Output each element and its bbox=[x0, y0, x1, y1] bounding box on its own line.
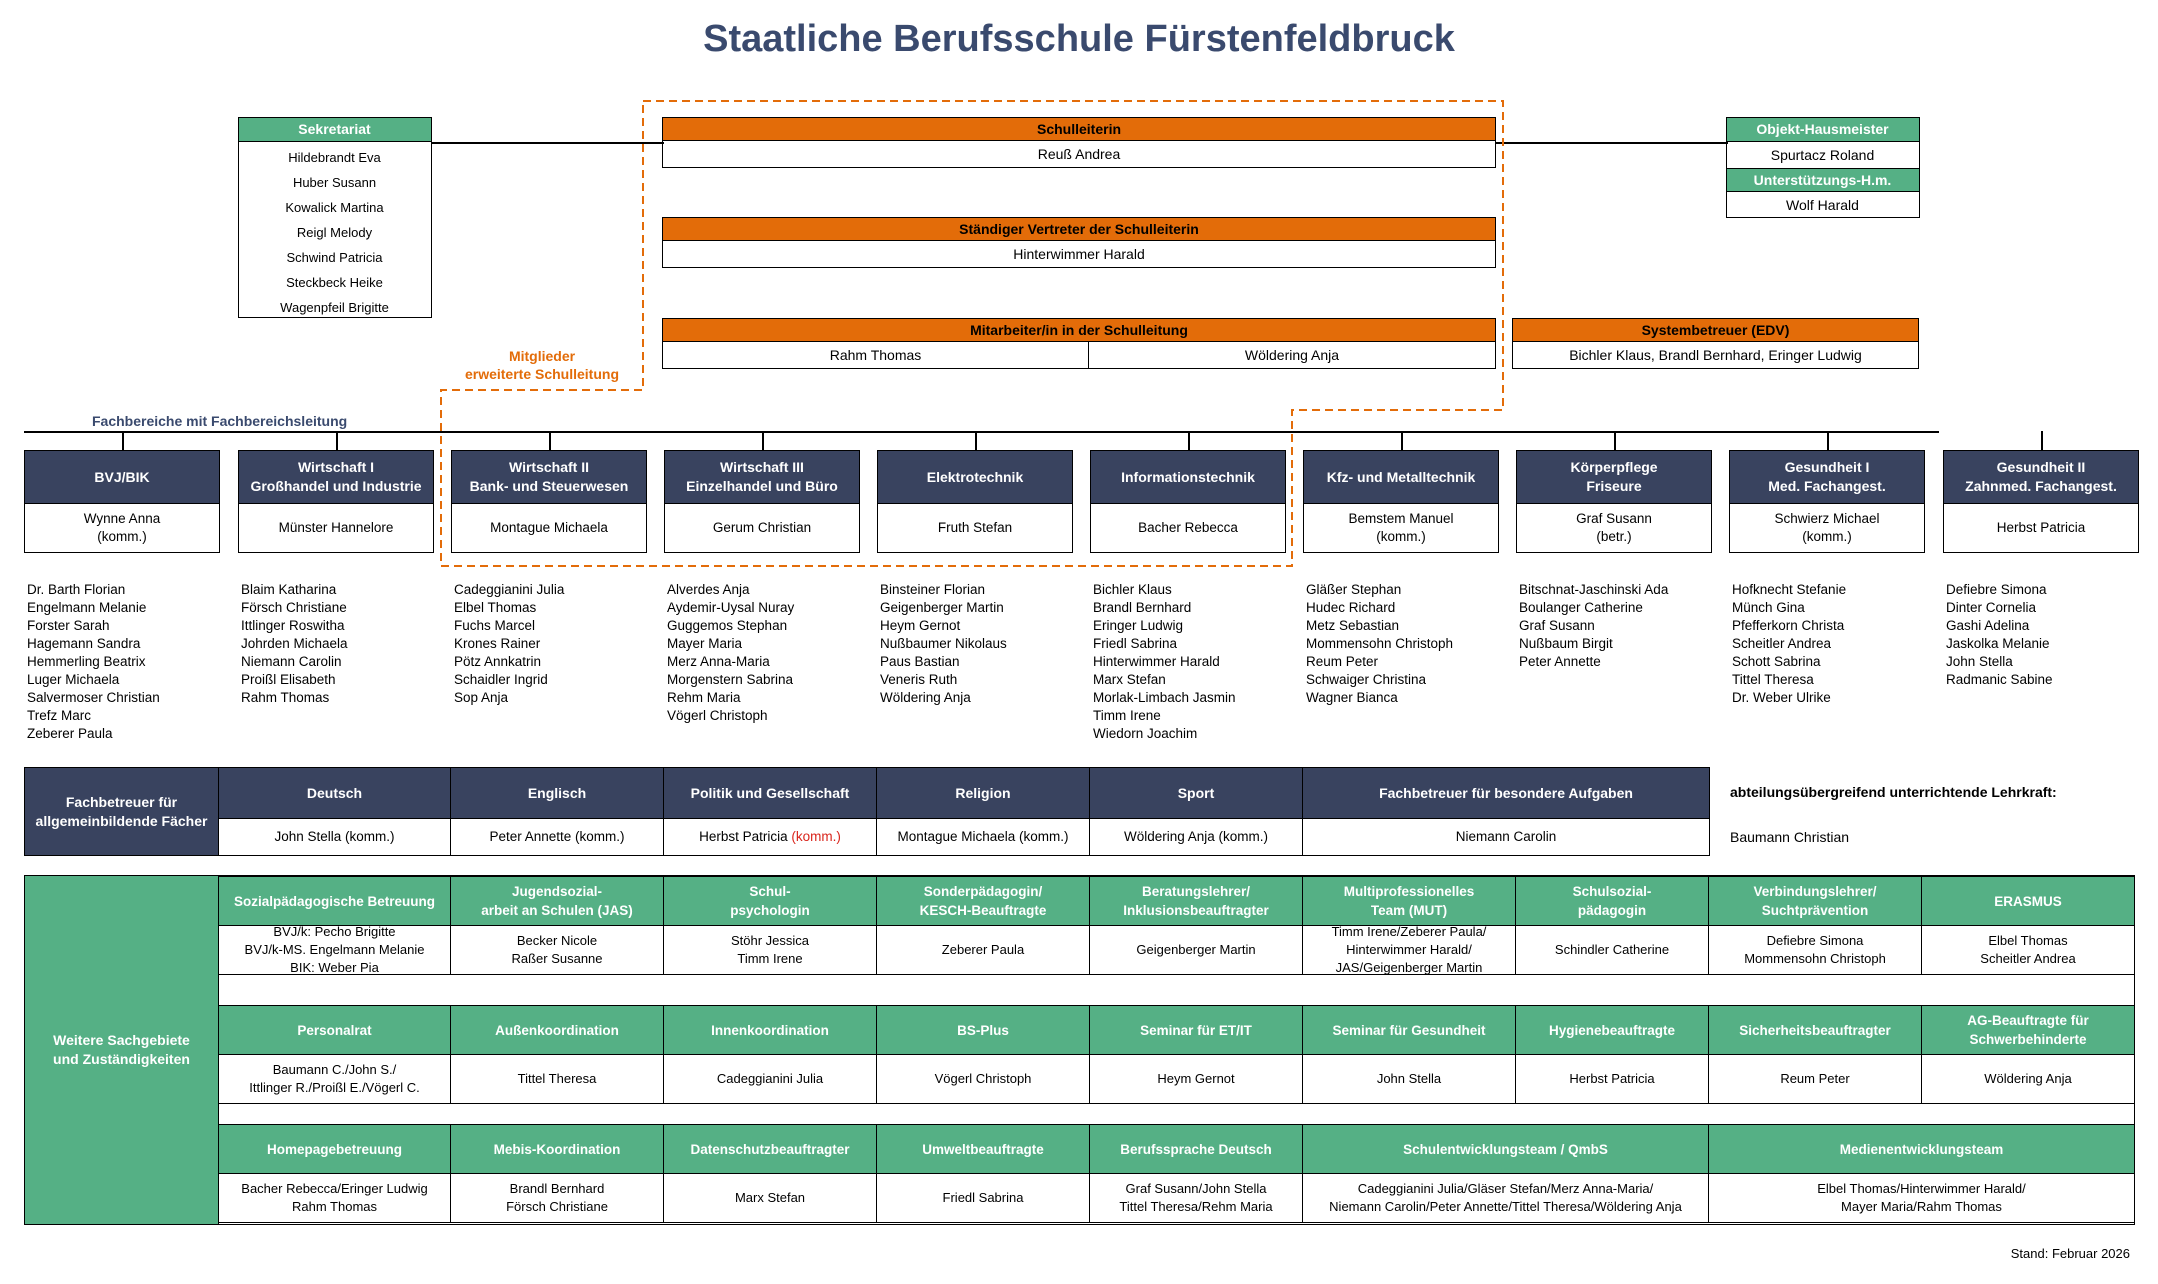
weitere-value: John Stella bbox=[1302, 1054, 1516, 1104]
fachbereich-member: Veneris Ruth bbox=[880, 672, 958, 687]
fachbereich-member: Friedl Sabrina bbox=[1093, 636, 1178, 651]
fachbereich-member: Marx Stefan bbox=[1093, 672, 1166, 687]
fachbereich-member: Guggemos Stephan bbox=[667, 618, 788, 633]
fachbereich-member: Bitschnat-Jaschinski Ada bbox=[1519, 582, 1669, 597]
fachbereich-member: Graf Susann bbox=[1519, 618, 1595, 633]
systembetreuer-name: Bichler Klaus, Brandl Bernhard, Eringer Ludwig bbox=[1512, 341, 1919, 369]
fachbetreuer-name-text: Peter Annette (komm.) bbox=[489, 829, 625, 844]
weitere-value: BVJ/k: Pecho Brigitte BVJ/k-MS. Engelmann Melanie BIK: Weber Pia bbox=[218, 925, 451, 975]
weitere-header: Hygienebeauftragte bbox=[1515, 1005, 1709, 1055]
weitere-value: Baumann C./John S./ Ittlinger R./Proißl E./Vögerl C. bbox=[218, 1054, 451, 1104]
fachbereich-header: Wirtschaft I Großhandel und Industrie bbox=[238, 450, 434, 504]
sekretariat-name: Huber Susann bbox=[292, 175, 377, 190]
fachbereich-member: Johrden Michaela bbox=[241, 636, 348, 651]
fachbereich-member: Forster Sarah bbox=[27, 618, 110, 633]
mitarbeiter-header: Mitarbeiter/in in der Schulleitung bbox=[662, 318, 1496, 342]
fachbereich-header: Wirtschaft III Einzelhandel und Büro bbox=[664, 450, 860, 504]
weitere-value: Elbel Thomas/Hinterwimmer Harald/ Mayer Maria/Rahm Thomas bbox=[1708, 1173, 2135, 1223]
fachbetreuer-name bbox=[663, 818, 877, 856]
fachbetreuer-header: Religion bbox=[876, 767, 1090, 819]
fachbereich-member: Alverdes Anja bbox=[667, 582, 750, 597]
weitere-value: Reum Peter bbox=[1708, 1054, 1922, 1104]
fachbereich-tick bbox=[2041, 431, 2043, 451]
fachbereich-member: Blaim Katharina bbox=[241, 582, 337, 597]
fachbereich-member: Vögerl Christoph bbox=[667, 708, 768, 723]
fachbereich-member: Elbel Thomas bbox=[454, 600, 537, 615]
fachbereich-member: Schott Sabrina bbox=[1732, 654, 1821, 669]
sekretariat-name: Reigl Melody bbox=[296, 225, 373, 240]
weitere-header: Sonderpädagogin/ KESCH-Beauftragte bbox=[876, 876, 1090, 926]
fachbereich-members bbox=[1093, 581, 1303, 743]
fachbereich-lead: Montague Michaela bbox=[451, 503, 647, 553]
fachbereich-member: Hemmerling Beatrix bbox=[27, 654, 146, 669]
fachbereich-header: Wirtschaft II Bank- und Steuerwesen bbox=[451, 450, 647, 504]
fachbereich-member: Tittel Theresa bbox=[1732, 672, 1814, 687]
hausmeister-header: Objekt-Hausmeister bbox=[1726, 117, 1920, 142]
fachbereich-lead: Herbst Patricia bbox=[1943, 503, 2139, 553]
weitere-value: Defiebre Simona Mommensohn Christoph bbox=[1708, 925, 1922, 975]
fachbereich-member: Hagemann Sandra bbox=[27, 636, 141, 651]
weitere-value: Bacher Rebecca/Eringer Ludwig Rahm Thomas bbox=[218, 1173, 451, 1223]
fachbereich-member: Scheitler Andrea bbox=[1732, 636, 1832, 651]
fachbetreuer-name bbox=[218, 818, 451, 856]
fachbetreuer-name-text: Herbst Patricia bbox=[699, 829, 792, 844]
fachbetreuer-name bbox=[1089, 818, 1303, 856]
fachbereich-member: Fuchs Marcel bbox=[454, 618, 536, 633]
fachbereich-member: Gashi Adelina bbox=[1946, 618, 2030, 633]
fachbereich-member: Schaidler Ingrid bbox=[454, 672, 548, 687]
fachbereich-member: Wöldering Anja bbox=[880, 690, 971, 705]
fachbereich-member: Trefz Marc bbox=[27, 708, 91, 723]
fachbereich-member: Hofknecht Stefanie bbox=[1732, 582, 1847, 597]
fachbereich-member: John Stella bbox=[1946, 654, 2013, 669]
fachbereich-member: Wiedorn Joachim bbox=[1093, 726, 1198, 741]
fachbereich-member: Hudec Richard bbox=[1306, 600, 1396, 615]
weitere-value: Cadeggianini Julia bbox=[663, 1054, 877, 1104]
connector-line bbox=[1495, 142, 1728, 144]
weitere-header: Verbindungslehrer/ Suchtprävention bbox=[1708, 876, 1922, 926]
fachbereich-member: Pfefferkorn Christa bbox=[1732, 618, 1845, 633]
fachbereich-member: Försch Christiane bbox=[241, 600, 347, 615]
weitere-header: Schulentwicklungsteam / QmbS bbox=[1302, 1124, 1709, 1174]
weitere-value: Tittel Theresa bbox=[450, 1054, 664, 1104]
fachbereich-member: Morgenstern Sabrina bbox=[667, 672, 794, 687]
weitere-header: Homepagebetreuung bbox=[218, 1124, 451, 1174]
fachbereich-member: Heym Gernot bbox=[880, 618, 961, 633]
fachbereich-lead: Wynne Anna (komm.) bbox=[24, 503, 220, 553]
weitere-value: Brandl Bernhard Försch Christiane bbox=[450, 1173, 664, 1223]
fachbereich-lead: Gerum Christian bbox=[664, 503, 860, 553]
vertreter-header: Ständiger Vertreter der Schulleiterin bbox=[662, 217, 1496, 241]
weitere-value: Timm Irene/Zeberer Paula/ Hinterwimmer Harald/ JAS/Geigenberger Martin bbox=[1302, 925, 1516, 975]
weitere-header: Schul- psychologin bbox=[663, 876, 877, 926]
fachbereich-lead: Graf Susann (betr.) bbox=[1516, 503, 1712, 553]
weitere-header: BS-Plus bbox=[876, 1005, 1090, 1055]
sekretariat-name: Schwind Patricia bbox=[286, 250, 383, 265]
fachbetreuer-name-text: John Stella (komm.) bbox=[274, 829, 395, 844]
fachbereich-member: Nußbaum Birgit bbox=[1519, 636, 1613, 651]
fachbetreuer-name bbox=[1302, 818, 1710, 856]
weitere-value: Geigenberger Martin bbox=[1089, 925, 1303, 975]
fachbetreuer-label: Fachbetreuer für allgemeinbildende Fächer bbox=[24, 767, 219, 856]
fachbereich-member: Dinter Cornelia bbox=[1946, 600, 2037, 615]
fachbereich-member: Binsteiner Florian bbox=[880, 582, 986, 597]
weitere-value: Vögerl Christoph bbox=[876, 1054, 1090, 1104]
fachbereich-tick bbox=[122, 431, 124, 451]
fachbereich-member: Ittlinger Roswitha bbox=[241, 618, 345, 633]
weitere-label: Weitere Sachgebiete und Zuständigkeiten bbox=[24, 875, 219, 1225]
fachbereich-members bbox=[1306, 581, 1516, 707]
fachbereich-member: Münch Gina bbox=[1732, 600, 1805, 615]
fachbereich-member: Mayer Maria bbox=[667, 636, 743, 651]
fachbereich-member: Wagner Bianca bbox=[1306, 690, 1398, 705]
fachbereich-tick bbox=[549, 431, 551, 451]
fachbereich-tick bbox=[1827, 431, 1829, 451]
weitere-header: Berufssprache Deutsch bbox=[1089, 1124, 1303, 1174]
hausmeister-box bbox=[1726, 117, 1920, 218]
vertreter-name: Hinterwimmer Harald bbox=[662, 240, 1496, 268]
weitere-value: Schindler Catherine bbox=[1515, 925, 1709, 975]
fachbereich-header: Körperpflege Friseure bbox=[1516, 450, 1712, 504]
fachbereich-lead: Bemstem Manuel (komm.) bbox=[1303, 503, 1499, 553]
fachbereich-member: Merz Anna-Maria bbox=[667, 654, 770, 669]
weitere-header: Multiprofessionelles Team (MUT) bbox=[1302, 876, 1516, 926]
page-title: Staatliche Berufsschule Fürstenfeldbruck bbox=[703, 18, 1455, 60]
weitere-header: Sozialpädagogische Betreuung bbox=[218, 876, 451, 926]
fachbereich-member: Salvermoser Christian bbox=[27, 690, 160, 705]
fachbereich-member: Cadeggianini Julia bbox=[454, 582, 565, 597]
fachbereich-header: Gesundheit II Zahnmed. Fachangest. bbox=[1943, 450, 2139, 504]
unterstuetzung-header: Unterstützungs-H.m. bbox=[1726, 168, 1920, 192]
fachbereich-lead: Fruth Stefan bbox=[877, 503, 1073, 553]
weitere-value: Elbel Thomas Scheitler Andrea bbox=[1921, 925, 2135, 975]
fachbereich-member: Gläßer Stephan bbox=[1306, 582, 1402, 597]
fachbereich-member: Proißl Elisabeth bbox=[241, 672, 336, 687]
sekretariat-box bbox=[238, 117, 432, 318]
fachbetreuer-name bbox=[876, 818, 1090, 856]
weitere-header: Umweltbeauftragte bbox=[876, 1124, 1090, 1174]
weitere-value: Graf Susann/John Stella Tittel Theresa/Rehm Maria bbox=[1089, 1173, 1303, 1223]
fachbereich-member: Defiebre Simona bbox=[1946, 582, 2047, 597]
fachbereich-tick bbox=[1188, 431, 1190, 451]
schulleiterin-header: Schulleiterin bbox=[662, 117, 1496, 141]
fachbereich-members bbox=[454, 581, 664, 707]
weitere-header: Seminar für ET/IT bbox=[1089, 1005, 1303, 1055]
weitere-value: Friedl Sabrina bbox=[876, 1173, 1090, 1223]
fachbereich-member: Rehm Maria bbox=[667, 690, 741, 705]
fachbereich-member: Timm Irene bbox=[1093, 708, 1161, 723]
fachbereich-tick bbox=[1614, 431, 1616, 451]
weitere-value: Herbst Patricia bbox=[1515, 1054, 1709, 1104]
fachbereich-member: Dr. Barth Florian bbox=[27, 582, 126, 597]
sekretariat-list bbox=[239, 145, 430, 320]
weitere-header: ERASMUS bbox=[1921, 876, 2135, 926]
systembetreuer-header: Systembetreuer (EDV) bbox=[1512, 318, 1919, 342]
weitere-header: Jugendsozial- arbeit an Schulen (JAS) bbox=[450, 876, 664, 926]
fachbereich-member: Paus Bastian bbox=[880, 654, 960, 669]
sekretariat-name: Hildebrandt Eva bbox=[288, 150, 381, 165]
fachbereich-header: Informationstechnik bbox=[1090, 450, 1286, 504]
fachbereich-member: Eringer Ludwig bbox=[1093, 618, 1184, 633]
weitere-header: Personalrat bbox=[218, 1005, 451, 1055]
fachbereich-member: Morlak-Limbach Jasmin bbox=[1093, 690, 1236, 705]
fachbereich-members bbox=[667, 581, 877, 725]
fachbereich-lead: Schwierz Michael (komm.) bbox=[1729, 503, 1925, 553]
fachbereich-member: Rahm Thomas bbox=[241, 690, 330, 705]
fachbereich-member: Zeberer Paula bbox=[27, 726, 113, 741]
sekretariat-header: Sekretariat bbox=[238, 117, 432, 142]
abteilung-name: Baumann Christian bbox=[1730, 829, 1850, 845]
fachbereich-lead: Bacher Rebecca bbox=[1090, 503, 1286, 553]
fachbereich-member: Krones Rainer bbox=[454, 636, 541, 651]
fachbereich-header: Kfz- und Metalltechnik bbox=[1303, 450, 1499, 504]
fachbereiche-bracket bbox=[24, 431, 1939, 433]
fachbetreuer-header: Sport bbox=[1089, 767, 1303, 819]
fachbereich-member: Peter Annette bbox=[1519, 654, 1601, 669]
weitere-value: Stöhr Jessica Timm Irene bbox=[663, 925, 877, 975]
fachbereich-members bbox=[1946, 581, 2156, 689]
fachbetreuer-name-text: Wöldering Anja (komm.) bbox=[1123, 829, 1269, 844]
fachbetreuer-header: Englisch bbox=[450, 767, 664, 819]
fachbereich-member: Schwaiger Christina bbox=[1306, 672, 1427, 687]
weitere-header: Datenschutzbeauftragter bbox=[663, 1124, 877, 1174]
unterstuetzung-name: Wolf Harald bbox=[1786, 197, 1859, 213]
mitarbeiter-name-1: Rahm Thomas bbox=[662, 341, 1089, 369]
fachbereich-member: Bichler Klaus bbox=[1093, 582, 1172, 597]
fachbereich-tick bbox=[975, 431, 977, 451]
weitere-header: Schulsozial- pädagogin bbox=[1515, 876, 1709, 926]
fachbereich-member: Nußbaumer Nikolaus bbox=[880, 636, 1007, 651]
fachbereich-tick bbox=[336, 431, 338, 451]
fachbetreuer-name-text: Montague Michaela (komm.) bbox=[897, 829, 1069, 844]
fachbereich-member: Aydemir-Uysal Nuray bbox=[667, 600, 795, 615]
fachbereich-member: Jaskolka Melanie bbox=[1946, 636, 2050, 651]
fachbereich-members bbox=[1519, 581, 1729, 671]
fachbereich-member: Luger Michaela bbox=[27, 672, 120, 687]
weitere-header: Beratungslehrer/ Inklusionsbeauftragter bbox=[1089, 876, 1303, 926]
weitere-value: Marx Stefan bbox=[663, 1173, 877, 1223]
mitglieder-label: Mitglieder erweiterte Schulleitung bbox=[464, 348, 620, 382]
fachbetreuer-extra: (komm.) bbox=[791, 829, 841, 844]
weitere-value: Heym Gernot bbox=[1089, 1054, 1303, 1104]
weitere-header: Mebis-Koordination bbox=[450, 1124, 664, 1174]
fachbereich-member: Dr. Weber Ulrike bbox=[1732, 690, 1831, 705]
fachbetreuer-header: Fachbetreuer für besondere Aufgaben bbox=[1302, 767, 1710, 819]
fachbetreuer-name-text: Niemann Carolin bbox=[1455, 829, 1557, 844]
fachbereich-member: Engelmann Melanie bbox=[27, 600, 147, 615]
fachbereich-member: Metz Sebastian bbox=[1306, 618, 1400, 633]
mitarbeiter-name-2: Wöldering Anja bbox=[1088, 341, 1496, 369]
fachbetreuer-header: Deutsch bbox=[218, 767, 451, 819]
abteilung-label: abteilungsübergreifend unterrichtende Lehrkraft: bbox=[1730, 784, 2057, 800]
fachbereiche-label: Fachbereiche mit Fachbereichsleitung bbox=[92, 413, 348, 429]
fachbereich-members bbox=[241, 581, 451, 707]
fachbereich-members bbox=[1732, 581, 1942, 707]
fachbereich-member: Reum Peter bbox=[1306, 654, 1379, 669]
fachbereich-member: Radmanic Sabine bbox=[1946, 672, 2053, 687]
weitere-header: Außenkoordination bbox=[450, 1005, 664, 1055]
weitere-header: Sicherheitsbeauftragter bbox=[1708, 1005, 1922, 1055]
fachbereich-member: Brandl Bernhard bbox=[1093, 600, 1192, 615]
weitere-header: AG-Beauftragte für Schwerbehinderte bbox=[1921, 1005, 2135, 1055]
fachbereich-tick bbox=[762, 431, 764, 451]
weitere-value: Becker Nicole Raßer Susanne bbox=[450, 925, 664, 975]
connector-line bbox=[432, 142, 664, 144]
fachbereich-member: Pötz Annkatrin bbox=[454, 654, 542, 669]
fachbereich-member: Mommensohn Christoph bbox=[1306, 636, 1454, 651]
fachbereich-header: Elektrotechnik bbox=[877, 450, 1073, 504]
sekretariat-name: Kowalick Martina bbox=[285, 200, 384, 215]
fachbetreuer-name bbox=[450, 818, 664, 856]
weitere-value: Zeberer Paula bbox=[876, 925, 1090, 975]
sekretariat-name: Wagenpfeil Brigitte bbox=[280, 300, 389, 315]
sekretariat-name: Steckbeck Heike bbox=[286, 275, 383, 290]
fachbereich-header: Gesundheit I Med. Fachangest. bbox=[1729, 450, 1925, 504]
weitere-header: Innenkoordination bbox=[663, 1005, 877, 1055]
fachbereich-tick bbox=[1401, 431, 1403, 451]
hausmeister-name: Spurtacz Roland bbox=[1770, 147, 1875, 163]
fachbereich-member: Boulanger Catherine bbox=[1519, 600, 1643, 615]
weitere-value: Cadeggianini Julia/Gläser Stefan/Merz Anna-Maria/ Niemann Carolin/Peter Annette/Tittel Theresa/Wöldering Anja bbox=[1302, 1173, 1709, 1223]
schulleiterin-name: Reuß Andrea bbox=[662, 140, 1496, 168]
fachbereich-member: Hinterwimmer Harald bbox=[1093, 654, 1220, 669]
weitere-value: Wöldering Anja bbox=[1921, 1054, 2135, 1104]
fachbetreuer-header: Politik und Gesellschaft bbox=[663, 767, 877, 819]
fachbereich-member: Sop Anja bbox=[454, 690, 509, 705]
fachbereich-member: Geigenberger Martin bbox=[880, 600, 1004, 615]
fachbereich-header: BVJ/BIK bbox=[24, 450, 220, 504]
fachbereich-members bbox=[880, 581, 1090, 707]
weitere-header: Seminar für Gesundheit bbox=[1302, 1005, 1516, 1055]
weitere-header: Medienentwicklungsteam bbox=[1708, 1124, 2135, 1174]
fachbereich-members bbox=[27, 581, 237, 743]
fachbereich-lead: Münster Hannelore bbox=[238, 503, 434, 553]
stand-label: Stand: Februar 2026 bbox=[2010, 1246, 2130, 1261]
fachbereich-member: Niemann Carolin bbox=[241, 654, 342, 669]
